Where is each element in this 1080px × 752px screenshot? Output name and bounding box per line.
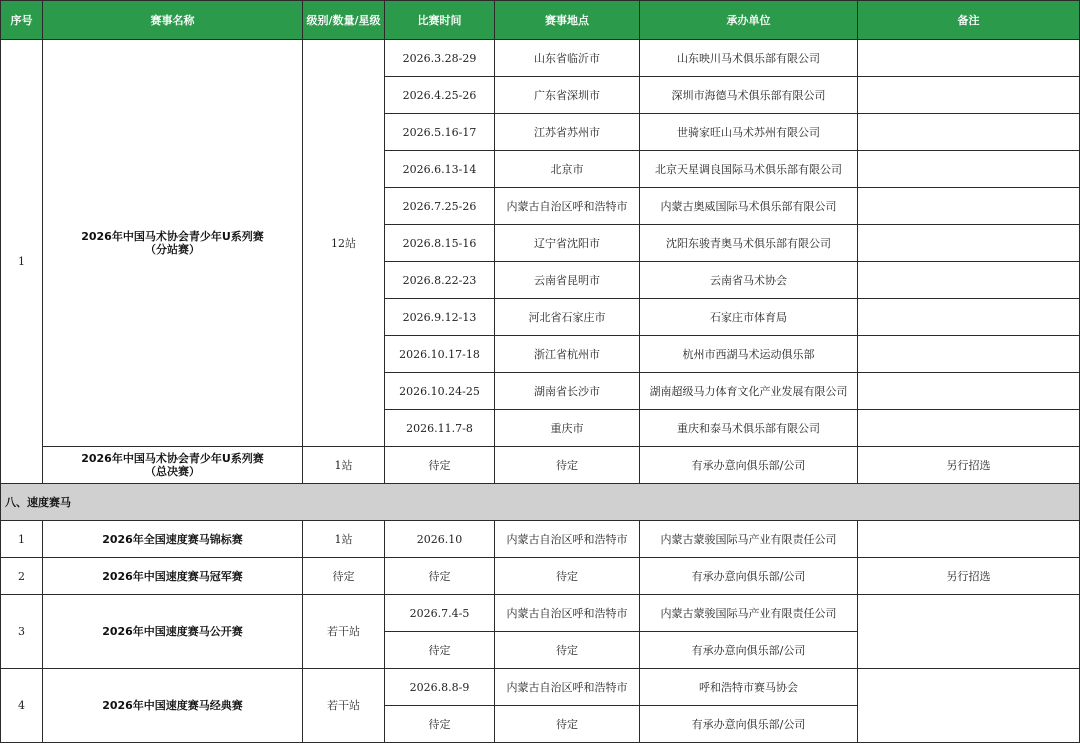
event-venue: 内蒙古自治区呼和浩特市	[495, 595, 640, 632]
event-venue: 内蒙古自治区呼和浩特市	[495, 188, 640, 225]
event-note	[858, 188, 1080, 225]
event-date: 2026.10.24-25	[385, 373, 495, 410]
event-venue: 待定	[495, 706, 640, 743]
table-row	[1, 558, 1080, 595]
event-venue: 云南省昆明市	[495, 262, 640, 299]
header-index: 序号	[1, 1, 43, 40]
event-venue: 待定	[495, 558, 640, 595]
row-index: 4	[1, 669, 43, 743]
event-organizer: 有承办意向俱乐部/公司	[640, 558, 858, 595]
table-row	[1, 447, 1080, 484]
event-level: 12站	[303, 40, 385, 447]
row-index: 3	[1, 595, 43, 669]
event-venue: 待定	[495, 447, 640, 484]
event-date: 2026.11.7-8	[385, 410, 495, 447]
event-date: 待定	[385, 706, 495, 743]
header-row	[1, 1, 1080, 40]
event-note	[858, 595, 1080, 669]
event-name-line: （总决赛）	[145, 465, 200, 478]
event-level: 若干站	[303, 595, 385, 669]
event-note	[858, 521, 1080, 558]
event-venue: 内蒙古自治区呼和浩特市	[495, 669, 640, 706]
row-index: 1	[1, 521, 43, 558]
table-row	[1, 669, 1080, 706]
event-organizer: 内蒙古蒙骏国际马产业有限责任公司	[640, 595, 858, 632]
event-level: 1站	[303, 521, 385, 558]
event-venue: 山东省临沂市	[495, 40, 640, 77]
event-name-line: （分站赛）	[145, 243, 200, 256]
event-organizer: 沈阳东骏青奥马术俱乐部有限公司	[640, 225, 858, 262]
event-name: 2026年中国速度赛马公开赛	[43, 595, 303, 669]
event-venue: 河北省石家庄市	[495, 299, 640, 336]
event-date: 2026.7.25-26	[385, 188, 495, 225]
row-index: 2	[1, 558, 43, 595]
event-organizer: 石家庄市体育局	[640, 299, 858, 336]
event-note	[858, 151, 1080, 188]
event-date: 待定	[385, 632, 495, 669]
event-name: 2026年全国速度赛马锦标赛	[43, 521, 303, 558]
event-note	[858, 225, 1080, 262]
event-organizer: 有承办意向俱乐部/公司	[640, 632, 858, 669]
event-name: 2026年中国速度赛马经典赛	[43, 669, 303, 743]
event-note	[858, 40, 1080, 77]
event-organizer: 山东映川马术俱乐部有限公司	[640, 40, 858, 77]
event-venue: 待定	[495, 632, 640, 669]
event-note	[858, 299, 1080, 336]
event-note	[858, 373, 1080, 410]
section-title: 八、速度赛马	[1, 484, 1080, 521]
event-level: 待定	[303, 558, 385, 595]
event-note: 另行招选	[858, 447, 1080, 484]
row-index: 1	[1, 40, 43, 484]
event-organizer: 重庆和泰马术俱乐部有限公司	[640, 410, 858, 447]
section-row	[1, 484, 1080, 521]
event-date: 2026.8.22-23	[385, 262, 495, 299]
event-date: 2026.10	[385, 521, 495, 558]
table-row	[1, 40, 1080, 77]
table-row	[1, 595, 1080, 632]
header-organizer: 承办单位	[640, 1, 858, 40]
event-note: 另行招选	[858, 558, 1080, 595]
event-name	[43, 40, 303, 447]
event-date: 2026.6.13-14	[385, 151, 495, 188]
event-date: 待定	[385, 558, 495, 595]
event-name: 2026年中国速度赛马冠军赛	[43, 558, 303, 595]
event-venue: 辽宁省沈阳市	[495, 225, 640, 262]
event-name	[43, 447, 303, 484]
event-date: 2026.7.4-5	[385, 595, 495, 632]
event-note	[858, 114, 1080, 151]
event-venue: 江苏省苏州市	[495, 114, 640, 151]
event-date: 2026.5.16-17	[385, 114, 495, 151]
event-note	[858, 336, 1080, 373]
header-date: 比赛时间	[385, 1, 495, 40]
event-note	[858, 77, 1080, 114]
event-date: 2026.8.15-16	[385, 225, 495, 262]
event-organizer: 杭州市西湖马术运动俱乐部	[640, 336, 858, 373]
event-note	[858, 410, 1080, 447]
event-venue: 湖南省长沙市	[495, 373, 640, 410]
event-organizer: 有承办意向俱乐部/公司	[640, 706, 858, 743]
event-date: 2026.3.28-29	[385, 40, 495, 77]
event-venue: 内蒙古自治区呼和浩特市	[495, 521, 640, 558]
event-level: 1站	[303, 447, 385, 484]
event-venue: 重庆市	[495, 410, 640, 447]
header-name: 赛事名称	[43, 1, 303, 40]
event-venue: 北京市	[495, 151, 640, 188]
event-date: 待定	[385, 447, 495, 484]
event-name-line: 2026年中国马术协会青少年U系列赛	[81, 230, 264, 243]
event-organizer: 湖南超级马力体育文化产业发展有限公司	[640, 373, 858, 410]
event-venue: 广东省深圳市	[495, 77, 640, 114]
event-date: 2026.8.8-9	[385, 669, 495, 706]
header-venue: 赛事地点	[495, 1, 640, 40]
table-row	[1, 521, 1080, 558]
event-name-line: 2026年中国马术协会青少年U系列赛	[81, 452, 264, 465]
event-organizer: 内蒙古蒙骏国际马产业有限责任公司	[640, 521, 858, 558]
event-organizer: 深圳市海德马术俱乐部有限公司	[640, 77, 858, 114]
event-organizer: 有承办意向俱乐部/公司	[640, 447, 858, 484]
event-organizer: 北京天星调良国际马术俱乐部有限公司	[640, 151, 858, 188]
event-level: 若干站	[303, 669, 385, 743]
event-organizer: 云南省马术协会	[640, 262, 858, 299]
event-organizer: 呼和浩特市赛马协会	[640, 669, 858, 706]
event-organizer: 内蒙古奥威国际马术俱乐部有限公司	[640, 188, 858, 225]
event-organizer: 世骑家旺山马术苏州有限公司	[640, 114, 858, 151]
event-venue: 浙江省杭州市	[495, 336, 640, 373]
event-note	[858, 669, 1080, 743]
event-date: 2026.10.17-18	[385, 336, 495, 373]
event-note	[858, 262, 1080, 299]
event-date: 2026.9.12-13	[385, 299, 495, 336]
event-date: 2026.4.25-26	[385, 77, 495, 114]
header-note: 备注	[858, 1, 1080, 40]
header-level: 级别/数量/星级	[303, 1, 385, 40]
